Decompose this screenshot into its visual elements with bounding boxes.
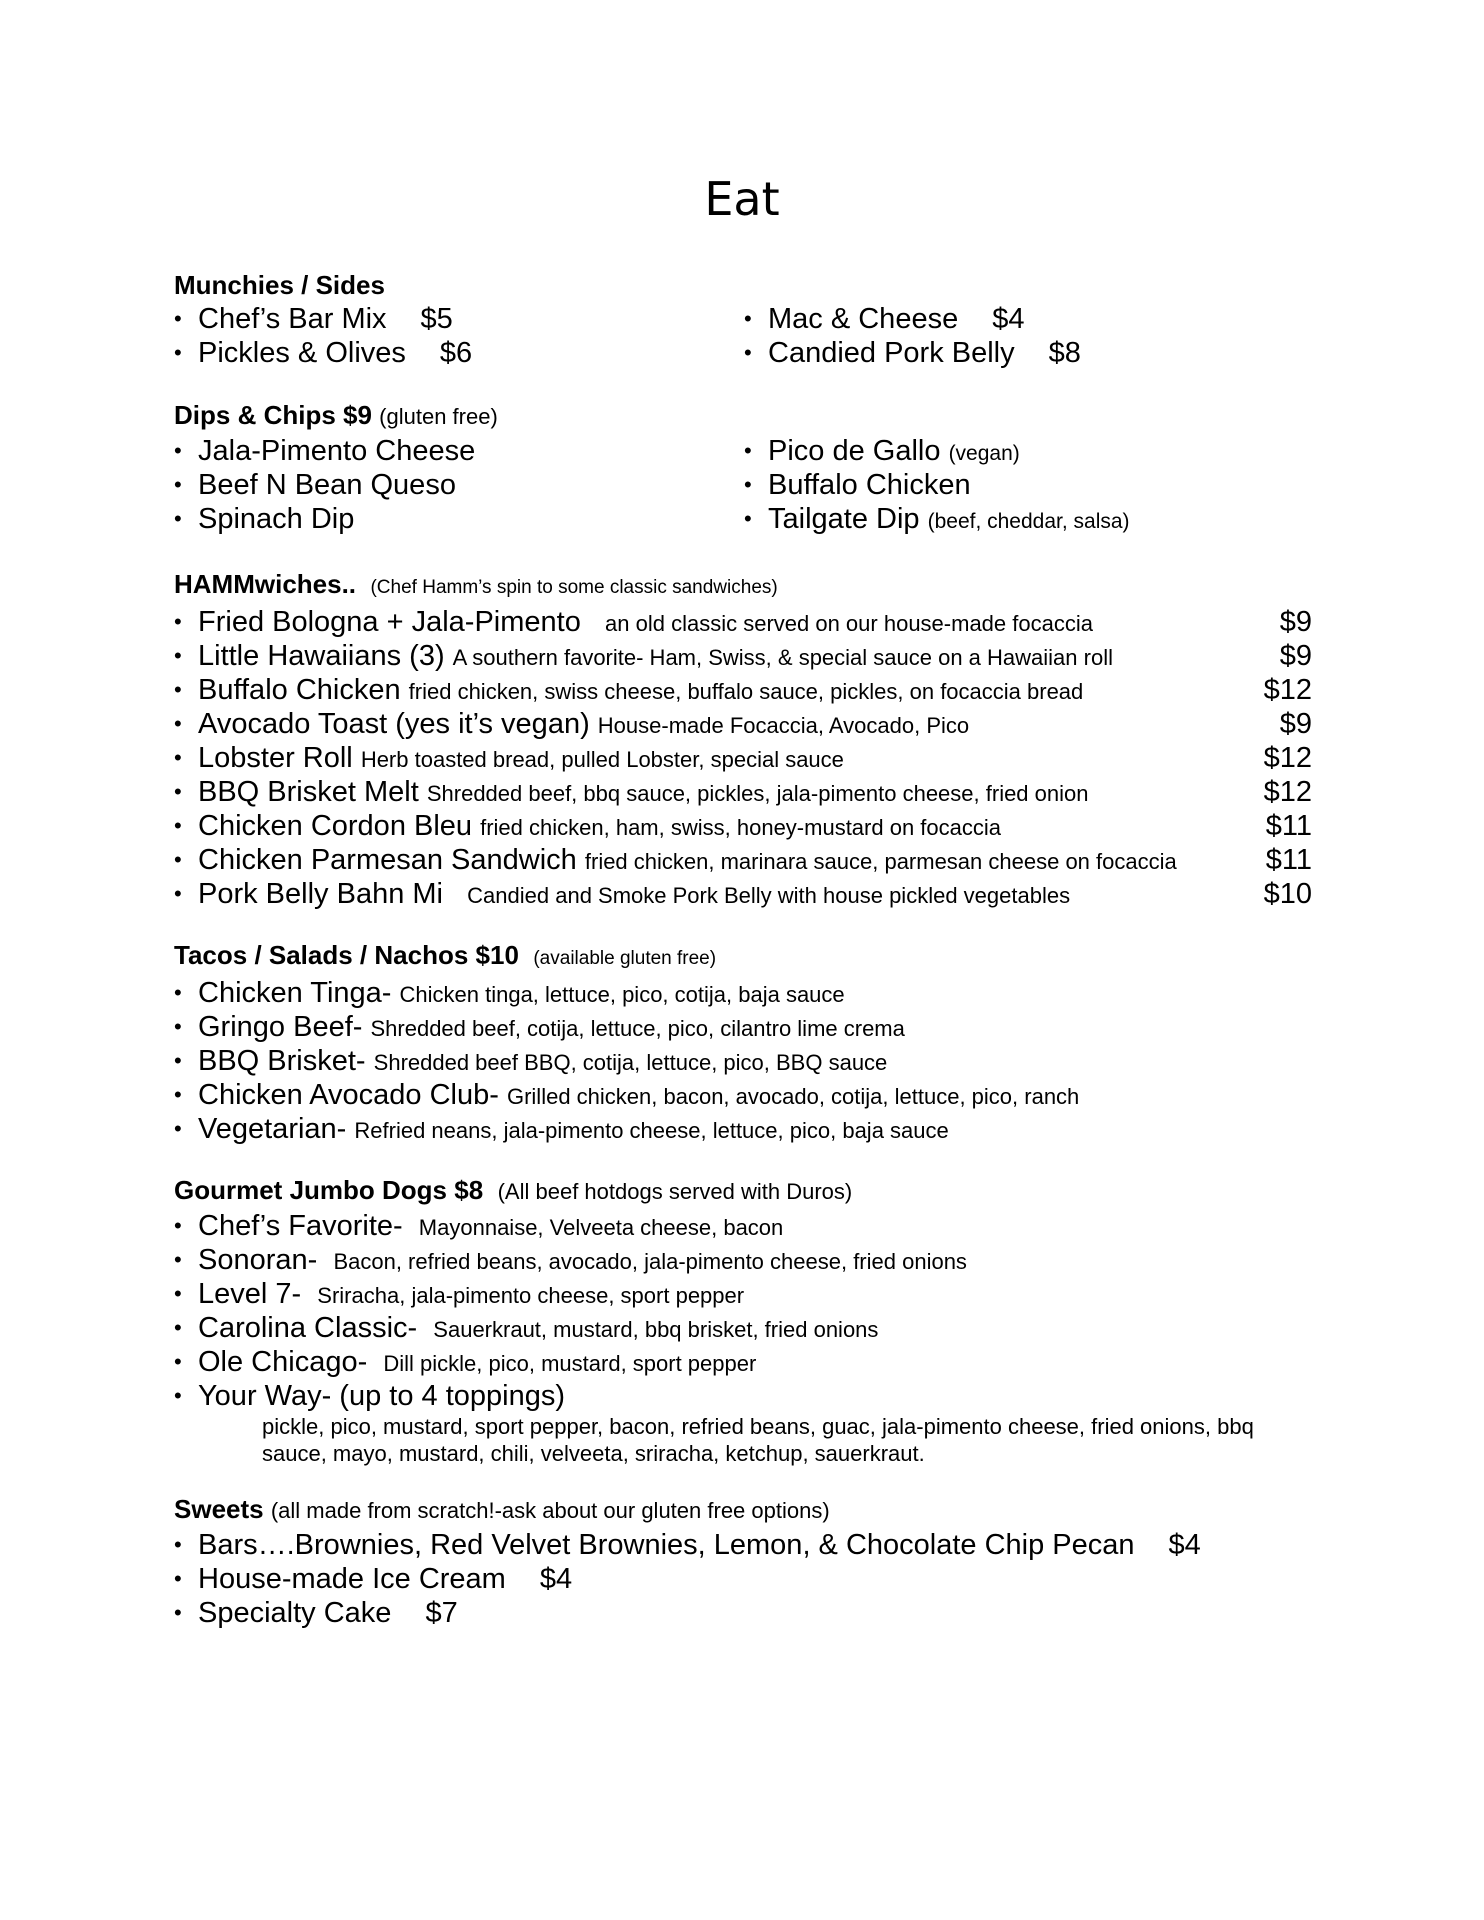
menu-item: • Avocado Toast (yes it’s vegan) House-made Focaccia, Avocado, Pico $9: [174, 708, 1312, 740]
menu-item: • Chef’s Favorite- Mayonnaise, Velveeta cheese, bacon: [174, 1210, 784, 1242]
section-tacos: [174, 938, 1314, 1146]
section-heading: Tacos / Salads / Nachos $10 (available gluten free): [174, 940, 717, 970]
page-title: Eat: [704, 172, 780, 226]
toppings-list: pickle, pico, mustard, sport pepper, bacon, refried beans, guac, jala-pimento cheese, fried onions, bbq sauce, mayo, mustard, chili, velveeta, sriracha, ketchup, sauerkraut.: [262, 1414, 1254, 1466]
menu-item: • Bars….Brownies, Red Velvet Brownies, Lemon, & Chocolate Chip Pecan $4: [174, 1529, 1201, 1561]
section-dogs: [174, 1173, 1314, 1467]
item-price: $4: [1168, 1529, 1201, 1561]
item-price: $8: [1048, 337, 1081, 369]
menu-item: • Mac & Cheese $4: [744, 303, 1025, 335]
section-heading: Gourmet Jumbo Dogs $8 (All beef hotdogs served with Duros): [174, 1175, 853, 1205]
item-price: $12: [1263, 742, 1312, 774]
menu-item: • Tailgate Dip (beef, cheddar, salsa): [744, 503, 1130, 535]
section-dips: [174, 398, 1314, 536]
menu-item: • BBQ Brisket- Shredded beef BBQ, cotija, lettuce, pico, BBQ sauce: [174, 1045, 888, 1077]
section-hammwiches: [174, 567, 1314, 911]
menu-item: • Pickles & Olives $6: [174, 337, 473, 369]
menu-item: • Pork Belly Bahn Mi Candied and Smoke Pork Belly with house pickled vegetables $10: [174, 878, 1312, 910]
section-heading: Sweets (all made from scratch!-ask about our gluten free options): [174, 1494, 830, 1524]
menu-item: • Lobster Roll Herb toasted bread, pulled Lobster, special sauce $12: [174, 742, 1312, 774]
section-heading: Munchies / Sides: [174, 270, 385, 300]
item-price: $11: [1265, 844, 1312, 876]
menu-item: • Chicken Cordon Bleu fried chicken, ham, swiss, honey-mustard on focaccia $11: [174, 810, 1312, 842]
menu-item: • Jala-Pimento Cheese: [174, 435, 476, 467]
menu-item: • Chef’s Bar Mix $5: [174, 303, 453, 335]
menu-item: • Buffalo Chicken fried chicken, swiss cheese, buffalo sauce, pickles, on focaccia bread $12: [174, 674, 1312, 706]
menu-item: • Fried Bologna + Jala-Pimento an old classic served on our house-made focaccia $9: [174, 606, 1312, 638]
item-price: $9: [1279, 606, 1312, 638]
menu-item: • Gringo Beef- Shredded beef, cotija, lettuce, pico, cilantro lime crema: [174, 1011, 905, 1043]
section-sweets: [174, 1492, 1314, 1630]
menu-item: • Chicken Parmesan Sandwich fried chicken, marinara sauce, parmesan cheese on focaccia $11: [174, 844, 1312, 876]
menu-item: • Ole Chicago- Dill pickle, pico, mustard, sport pepper: [174, 1346, 757, 1378]
item-price: $7: [425, 1597, 458, 1629]
menu-item: • BBQ Brisket Melt Shredded beef, bbq sauce, pickles, jala-pimento cheese, fried onion $12: [174, 776, 1312, 808]
section-heading: HAMMwiches.. (Chef Hamm’s spin to some classic sandwiches): [174, 569, 778, 599]
menu-item: • Your Way- (up to 4 toppings): [174, 1380, 565, 1412]
menu-item: • Candied Pork Belly $8: [744, 337, 1081, 369]
menu-item: • Chicken Avocado Club- Grilled chicken, bacon, avocado, cotija, lettuce, pico, ranch: [174, 1079, 1080, 1111]
menu-item: • Level 7- Sriracha, jala-pimento cheese, sport pepper: [174, 1278, 745, 1310]
menu-item: • Pico de Gallo (vegan): [744, 435, 1020, 467]
menu-item: • Carolina Classic- Sauerkraut, mustard, bbq brisket, fried onions: [174, 1312, 879, 1344]
menu-item: • Buffalo Chicken: [744, 469, 971, 501]
item-price: $9: [1279, 708, 1312, 740]
menu-item: • Spinach Dip: [174, 503, 355, 535]
item-price: $4: [992, 303, 1025, 335]
item-price: $12: [1263, 674, 1312, 706]
item-price: $11: [1265, 810, 1312, 842]
item-price: $4: [539, 1563, 573, 1595]
menu-item: • Vegetarian- Refried neans, jala-pimento cheese, lettuce, pico, baja sauce: [174, 1113, 949, 1145]
menu-item: • House-made Ice Cream $4: [174, 1563, 573, 1595]
item-price: $5: [420, 303, 453, 335]
item-price: $6: [439, 337, 473, 369]
menu-item: • Little Hawaiians (3) A southern favorite- Ham, Swiss, & special sauce on a Hawaiian roll $9: [174, 640, 1312, 672]
menu-item: • Sonoran- Bacon, refried beans, avocado, jala-pimento cheese, fried onions: [174, 1244, 967, 1276]
item-price: $12: [1263, 776, 1312, 808]
menu-item: • Beef N Bean Queso: [174, 469, 456, 501]
item-price: $9: [1279, 640, 1312, 672]
section-heading: Dips & Chips $9 (gluten free): [174, 400, 498, 430]
menu-item: • Chicken Tinga- Chicken tinga, lettuce, pico, cotija, baja sauce: [174, 977, 845, 1009]
section-munchies: [174, 268, 1314, 370]
item-price: $10: [1263, 878, 1312, 910]
menu-item: • Specialty Cake $7: [174, 1597, 458, 1629]
